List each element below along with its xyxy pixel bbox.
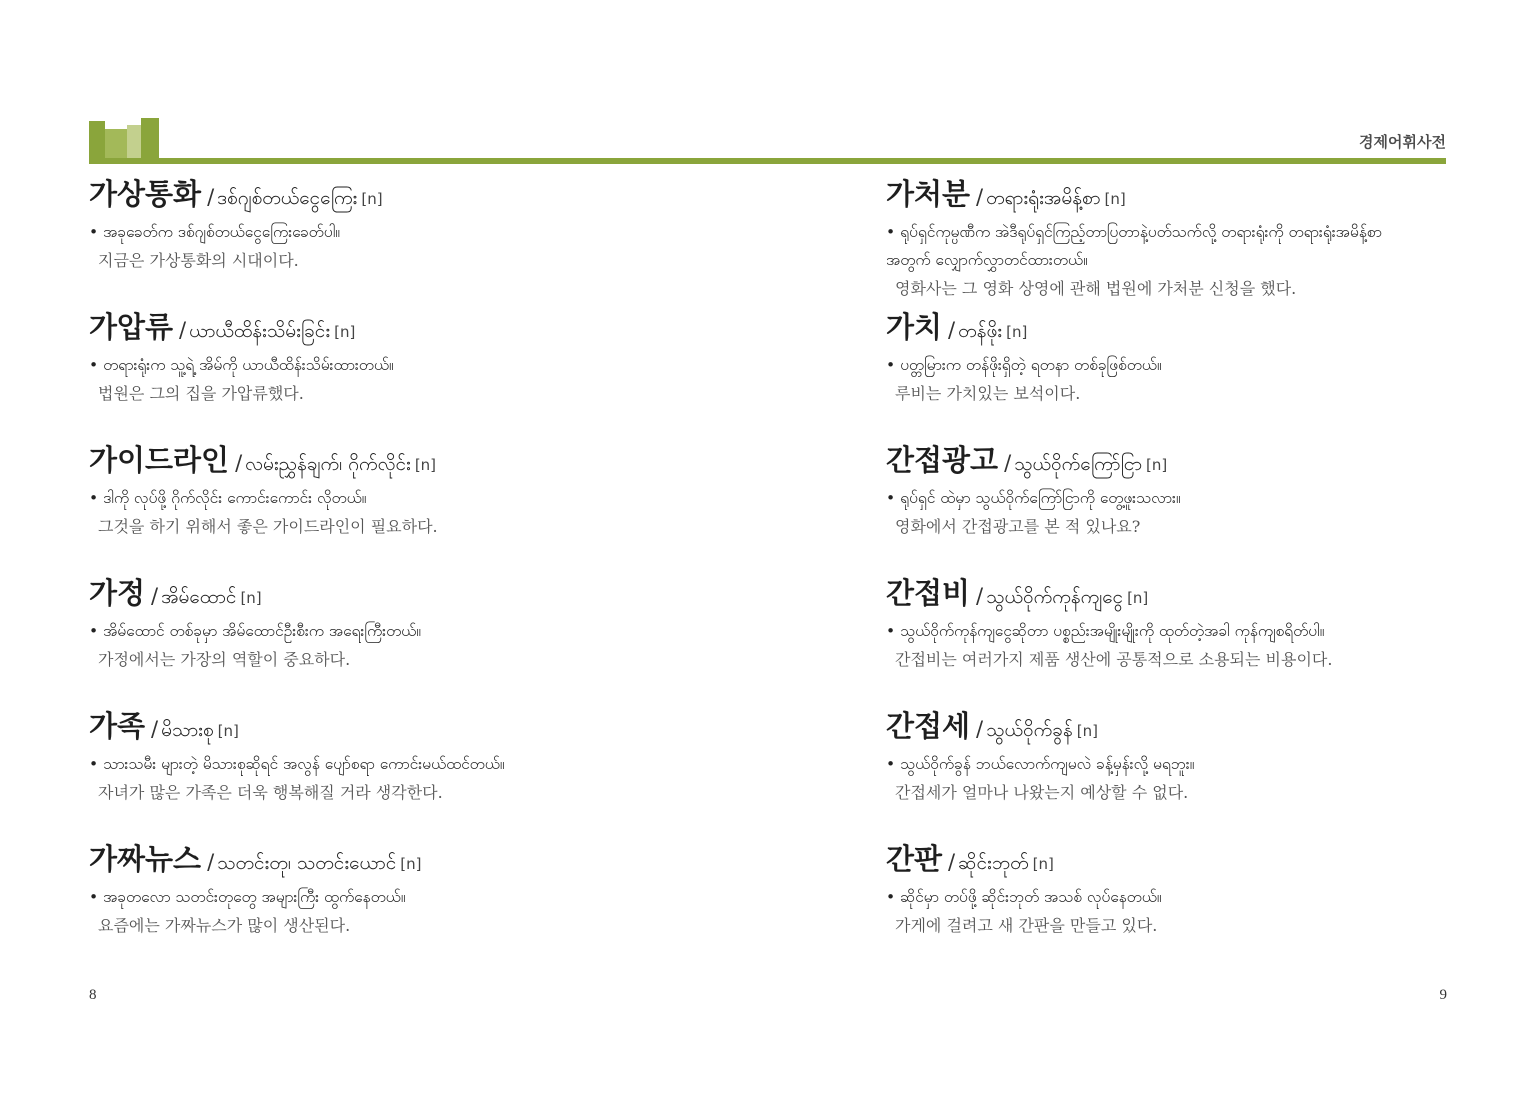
part-of-speech: [n]	[1127, 589, 1149, 607]
entry-headline	[886, 571, 1526, 615]
example-korean: 루비는 가치있는 보석이다.	[895, 384, 1081, 403]
example-myanmar: • ဆိုင်မှာ တပ်ဖို့ ဆိုင်းဘုတ် အသစ် လုပ်နေတယ်။	[886, 883, 1426, 911]
entry-headline	[886, 172, 1526, 216]
korean-term: 가이드라인	[89, 443, 230, 477]
myanmar-meaning: သွယ်ဝိုက်ကုန်ကျငွေ	[986, 586, 1124, 608]
separator-slash: /	[948, 850, 956, 874]
dictionary-entry	[886, 305, 1526, 438]
korean-term: 가정	[89, 576, 146, 610]
myanmar-meaning: တရားရုံးအမိန့်စာ	[986, 187, 1101, 209]
example-korean: 간접비는 여러가지 제품 생산에 공통적으로 소용되는 비용이다.	[895, 650, 1333, 669]
example-myanmar: • အခုတလော သတင်းတုတွေ အများကြီး ထွက်နေတယ်။	[89, 883, 629, 911]
example-myanmar: • သားသမီး များတဲ့ မိသားစုဆိုရင် အလွန် ပျော်စရာ ကောင်းမယ်ထင်တယ်။	[89, 750, 629, 778]
myanmar-meaning: တန်ဖိုး	[958, 320, 1003, 342]
separator-slash: /	[976, 717, 984, 741]
myanmar-meaning: ဆိုင်းဘုတ်	[958, 852, 1029, 874]
dictionary-entry	[886, 438, 1526, 571]
example-korean: 요즘에는 가짜뉴스가 많이 생산된다.	[98, 916, 351, 935]
myanmar-meaning: မိသားစု	[161, 719, 214, 741]
example-korean: 영화에서 간접광고를 본 적 있나요?	[895, 517, 1141, 536]
entry-headline	[89, 438, 729, 482]
entry-headline	[89, 571, 729, 615]
part-of-speech: [n]	[1032, 855, 1054, 873]
example-myanmar: • သွယ်ဝိုက်ခွန် ဘယ်လောက်ကျမလဲ ခန့်မှန်းလို့ မရဘူး။	[886, 750, 1426, 778]
separator-slash: /	[207, 185, 215, 209]
dictionary-entry	[89, 704, 729, 837]
example-korean: 영화사는 그 영화 상영에 관해 법원에 가처분 신청을 했다.	[895, 279, 1297, 298]
example-myanmar: • တရားရုံးက သူ့ရဲ့ အိမ်ကို ယာယီထိန်းသိမ်းထားတယ်။	[89, 351, 629, 379]
myanmar-meaning: အိမ်ထောင်	[161, 586, 237, 608]
korean-term: 가상통화	[89, 177, 202, 211]
example-korean: 법원은 그의 집을 가압류했다.	[98, 384, 304, 403]
example-korean: 지금은 가상통화의 시대이다.	[98, 251, 299, 270]
korean-term: 가짜뉴스	[89, 842, 202, 876]
part-of-speech: [n]	[1006, 323, 1028, 341]
example-myanmar: • ပတ္တမြားက တန်ဖိုးရှိတဲ့ ရတနာ တစ်ခုဖြစ်တယ်။	[886, 351, 1426, 379]
korean-term: 가압류	[89, 310, 174, 344]
book-title: 경제어휘사전	[1359, 133, 1446, 151]
example-myanmar: • အခုခေတ်က ဒစ်ဂျစ်တယ်ငွေကြေးခေတ်ပါ။	[89, 218, 629, 246]
entry-headline	[89, 305, 729, 349]
separator-slash: /	[235, 451, 243, 475]
part-of-speech: [n]	[361, 190, 383, 208]
example-myanmar: • ရုပ်ရှင်ကုမ္ပဏီက အဲဒီရုပ်ရှင်ကြည့်တာပြတာနဲ့ပတ်သက်လို့ တရားရုံးကို တရားရုံးအမိန့်စာအတွက် လျှောက်လွှာတင်ထားတယ်။	[886, 218, 1426, 274]
korean-term: 가처분	[886, 177, 971, 211]
korean-term: 간접세	[886, 709, 971, 743]
part-of-speech: [n]	[217, 722, 239, 740]
example-korean: 자녀가 많은 가족은 더욱 행복해질 거라 생각한다.	[98, 783, 443, 802]
korean-term: 간접광고	[886, 443, 999, 477]
example-korean: 그것을 하기 위해서 좋은 가이드라인이 필요하다.	[98, 517, 438, 536]
korean-term: 간판	[886, 842, 943, 876]
dictionary-entry	[886, 172, 1526, 305]
separator-slash: /	[179, 318, 187, 342]
logo-block	[89, 121, 105, 161]
left-page-column	[89, 172, 729, 970]
entry-headline	[886, 704, 1526, 748]
header-rule	[89, 158, 1446, 164]
right-page-number: 9	[1439, 987, 1447, 1003]
entry-headline	[89, 172, 729, 216]
korean-term: 간접비	[886, 576, 971, 610]
part-of-speech: [n]	[1146, 456, 1168, 474]
example-myanmar: • ဒါကို လုပ်ဖို့ ဂိုက်လိုင်း ကောင်းကောင်း လိုတယ်။	[89, 484, 629, 512]
separator-slash: /	[207, 850, 215, 874]
dictionary-entry	[886, 704, 1526, 837]
dictionary-entry	[886, 837, 1526, 970]
separator-slash: /	[151, 717, 159, 741]
part-of-speech: [n]	[1076, 722, 1098, 740]
separator-slash: /	[976, 185, 984, 209]
example-korean: 가정에서는 가장의 역할이 중요하다.	[98, 650, 351, 669]
dictionary-entry	[886, 571, 1526, 704]
dictionary-entry	[89, 837, 729, 970]
separator-slash: /	[1004, 451, 1012, 475]
part-of-speech: [n]	[400, 855, 422, 873]
logo-block	[127, 125, 141, 161]
example-myanmar: • အိမ်ထောင် တစ်ခုမှာ အိမ်ထောင်ဦးစီးက အရေးကြီးတယ်။	[89, 617, 629, 645]
example-korean: 가게에 걸려고 새 간판을 만들고 있다.	[895, 916, 1158, 935]
myanmar-meaning: ဒစ်ဂျစ်တယ်ငွေကြေး	[217, 187, 358, 209]
example-korean: 간접세가 얼마나 나왔는지 예상할 수 없다.	[895, 783, 1189, 802]
entry-headline	[886, 837, 1526, 881]
header-logo-blocks	[89, 118, 159, 161]
dictionary-entry	[89, 571, 729, 704]
part-of-speech: [n]	[414, 456, 437, 474]
myanmar-meaning: လမ်းညွှန်ချက်၊ ဂိုက်လိုင်း	[245, 453, 411, 475]
separator-slash: /	[151, 584, 159, 608]
myanmar-meaning: သတင်းတု၊ သတင်းယောင်	[217, 852, 397, 874]
korean-term: 가치	[886, 310, 943, 344]
part-of-speech: [n]	[1104, 190, 1126, 208]
entry-headline	[886, 305, 1526, 349]
right-page-column	[886, 172, 1526, 970]
part-of-speech: [n]	[334, 323, 356, 341]
korean-term: 가족	[89, 709, 146, 743]
example-myanmar: • ရုပ်ရှင် ထဲမှာ သွယ်ဝိုက်ကြော်ငြာကို တွေ့ဖူးသလား။	[886, 484, 1426, 512]
part-of-speech: [n]	[240, 589, 262, 607]
logo-block	[105, 129, 127, 161]
left-page-number: 8	[89, 987, 97, 1003]
example-myanmar: • သွယ်ဝိုက်ကုန်ကျငွေဆိုတာ ပစ္စည်းအမျိုးမျိုးကို ထုတ်တဲ့အခါ ကုန်ကျစရိတ်ပါ။	[886, 617, 1426, 645]
myanmar-meaning: ယာယီထိန်းသိမ်းခြင်း	[189, 320, 331, 342]
entry-headline	[886, 438, 1526, 482]
dictionary-entry	[89, 438, 729, 571]
logo-block	[141, 118, 159, 161]
separator-slash: /	[948, 318, 956, 342]
entry-headline	[89, 704, 729, 748]
separator-slash: /	[976, 584, 984, 608]
entry-headline	[89, 837, 729, 881]
dictionary-entry	[89, 172, 729, 305]
dictionary-entry	[89, 305, 729, 438]
myanmar-meaning: သွယ်ဝိုက်ခွန်	[986, 719, 1073, 741]
myanmar-meaning: သွယ်ဝိုက်ကြော်ငြာ	[1014, 453, 1143, 475]
